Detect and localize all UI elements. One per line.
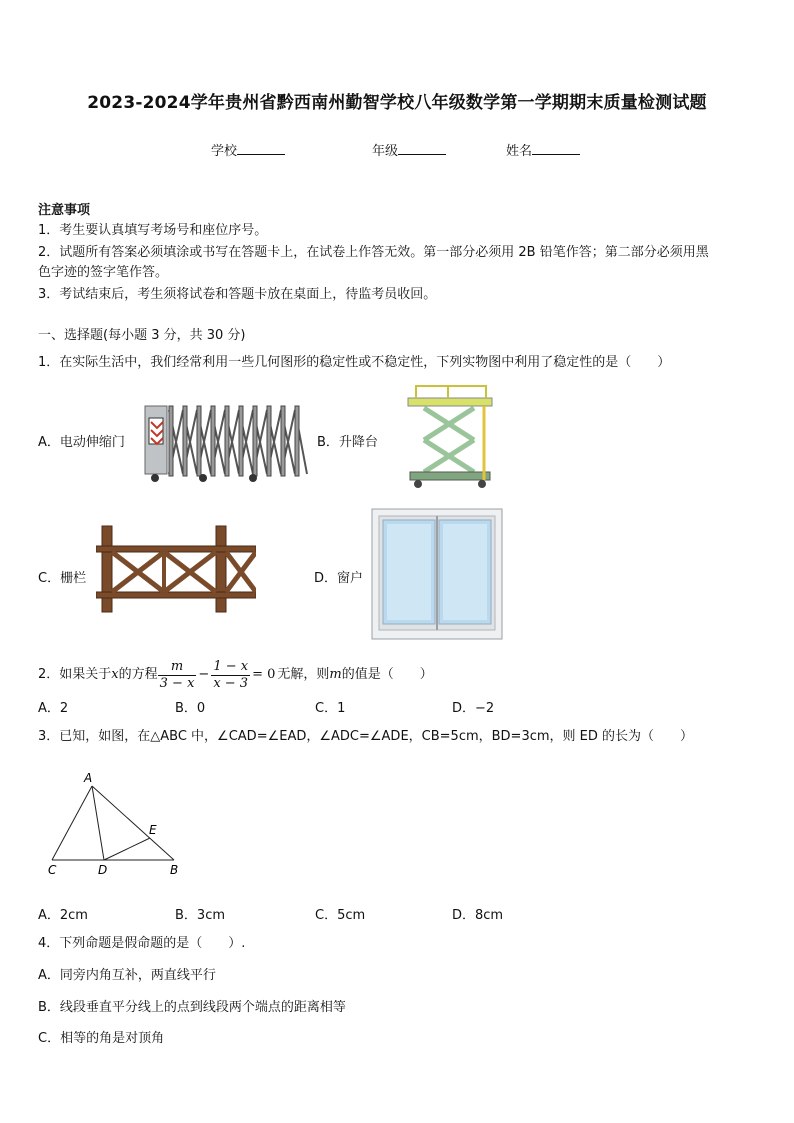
- school-label: 学校: [211, 144, 238, 159]
- q2-text-2: 的方程: [118, 667, 158, 682]
- grade-label: 年级: [372, 144, 399, 159]
- q4-stem: 4．下列命题是假命题的是（ ）.: [38, 936, 246, 951]
- telescopic-gate-image: [143, 400, 311, 484]
- triangle-figure: [40, 766, 190, 880]
- q4-option-a: A．同旁内角互补，两直线平行: [38, 968, 216, 983]
- page-title: 2023-2024学年贵州省黔西南州勤智学校八年级数学第一学期期末质量检测试题: [87, 93, 707, 113]
- vertex-label-c: C: [48, 863, 57, 877]
- minus-sign: −: [198, 667, 210, 682]
- fraction-1-numerator: m: [158, 659, 197, 676]
- q4-option-b: B．线段垂直平分线上的点到线段两个端点的距离相等: [38, 1000, 346, 1015]
- q3-option-a: A．2cm: [38, 908, 88, 923]
- notice-heading: 注意事项: [38, 203, 91, 218]
- lift-platform-image: [404, 384, 496, 492]
- notice-item-2: 2．试题所有答案必须填涂或书写在答题卡上，在试卷上作答无效。第一部分必须用 2B 铅笔作答；第二部分必须用黑: [38, 245, 709, 260]
- notice-item-2-cont: 色字迹的签字笔作答。: [38, 265, 169, 280]
- school-field: [211, 140, 285, 159]
- q2-option-d: D．−2: [452, 701, 495, 716]
- q2-stem: [38, 658, 433, 692]
- q1-option-c: C．栅栏: [38, 571, 87, 586]
- q2-text-1: 2．如果关于: [38, 667, 112, 682]
- name-field: [506, 140, 580, 159]
- grade-blank[interactable]: [398, 142, 446, 155]
- grade-field: [372, 140, 446, 159]
- q2-option-c: C．1: [315, 701, 346, 716]
- q1-option-d: D．窗户: [314, 571, 364, 586]
- name-label: 姓名: [506, 144, 533, 159]
- q4-option-c: C．相等的角是对顶角: [38, 1031, 165, 1046]
- q2-text-4: 的值是（ ）: [341, 667, 433, 682]
- window-image: [371, 508, 503, 640]
- vertex-label-a: A: [84, 771, 93, 785]
- q2-option-a: A．2: [38, 701, 69, 716]
- vertex-label-e: E: [149, 823, 157, 837]
- q2-var-m: m: [329, 667, 342, 682]
- q2-option-b: B．0: [175, 701, 206, 716]
- vertex-label-b: B: [170, 863, 179, 877]
- fraction-2-denominator: x − 3: [213, 675, 249, 691]
- notice-item-3: 3．考试结束后，考生须将试卷和答题卡放在桌面上，待监考员收回。: [38, 287, 437, 302]
- vertex-label-d: D: [98, 863, 108, 877]
- q3-stem: 3．已知，如图，在△ABC 中，∠CAD=∠EAD，∠ADC=∠ADE，CB=5cm，BD=3cm，则 ED 的长为（ ）: [38, 729, 694, 744]
- q1-stem: 1．在实际生活中，我们经常利用一些几何图形的稳定性或不稳定性，下列实物图中利用了稳定性的是（ ）: [38, 355, 671, 370]
- q3-option-d: D．8cm: [452, 908, 504, 923]
- q3-option-b: B．3cm: [175, 908, 226, 923]
- q3-option-c: C．5cm: [315, 908, 366, 923]
- equals-zero: = 0: [252, 667, 276, 682]
- q2-text-3: 无解，则: [277, 667, 330, 682]
- q1-option-a: A．电动伸缩门: [38, 435, 125, 450]
- q1-option-b: B．升降台: [317, 435, 378, 450]
- q2-var-x: x: [111, 667, 119, 682]
- name-blank[interactable]: [532, 142, 580, 155]
- wooden-fence-image: [96, 522, 256, 614]
- fraction-1: [158, 659, 197, 692]
- section-1-heading: 一、选择题(每小题 3 分，共 30 分): [38, 328, 246, 343]
- fraction-2-numerator: 1 − x: [213, 658, 249, 674]
- fraction-2: [211, 659, 250, 692]
- school-blank[interactable]: [237, 142, 285, 155]
- notice-item-1: 1．考生要认真填写考场号和座位序号。: [38, 223, 268, 238]
- fraction-1-denominator: 3 − x: [159, 675, 195, 691]
